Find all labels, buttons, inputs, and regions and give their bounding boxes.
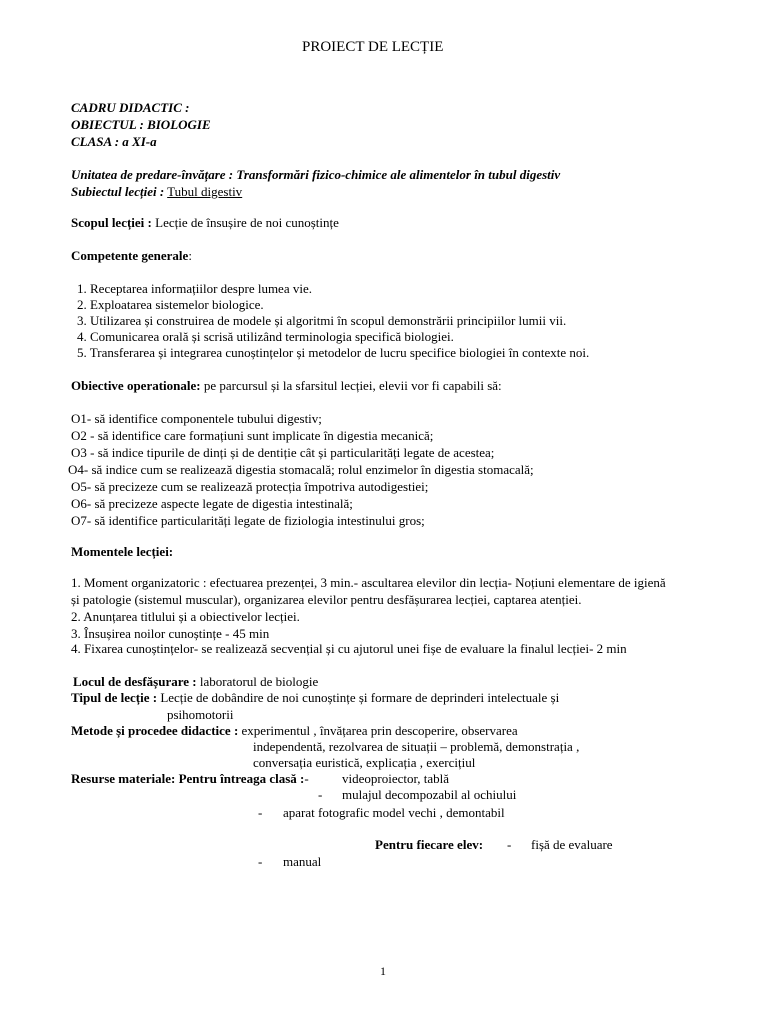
competenta-1: 1. Receptarea informațiilor despre lumea vie. [77,281,312,296]
moment-4: 4. Fixarea cunoștințelor- se realizează secvențial și cu ajutorul unei fișe de evaluare la finalul lecției- 2 min [71,641,627,656]
moment-1-line1: 1. Moment organizatoric : efectuarea prezenței, 3 min.- ascultarea elevilor din lecția- Noțiuni elementare de igienă [71,575,666,590]
competente-heading [71,248,192,264]
resurse-dash-2: - [318,787,323,802]
moment-3: 3. Însușirea noilor cunoștințe - 45 min [71,626,270,641]
scop-value: Lecție de însușire de noi cunoștințe [155,215,339,230]
obiectiv-o7: O7- să identifice particularități legate de fiziologia intestinului gros; [71,513,425,528]
obiectiv-o1: O1- să identifice componentele tubului digestiv; [71,411,322,426]
resurse-item-3: aparat fotografic model vechi , demontabil [283,805,505,820]
momente-heading: Momentele lecției: [71,544,174,559]
competente-label: Competente generale [71,248,189,263]
moment-2: 2. Anunțarea titlului și a obiectivelor lecției. [71,609,300,624]
locul-value: laboratorul de biologie [199,674,319,689]
metode-line3: conversația euristică, explicația , exercițiul [253,755,476,770]
page-number: 1 [380,964,386,978]
elev-dash-1: - [507,837,512,852]
obiective-intro: pe parcursul și la sfarsitul lecției, elevii vor fi capabili să: [203,378,502,393]
obiectiv-o6: O6- să precizeze aspecte legate de digestia intestinală; [71,496,353,511]
scopul-lectiei [71,215,339,231]
obiectiv-o3: O3 - să indice tipurile de dinți și de dentiție cât și particularități legate de acestea; [71,445,495,460]
competenta-4: 4. Comunicarea orală și scrisă utilizând terminologia specifică biologiei. [77,329,454,344]
resurse-label: Resurse materiale: Pentru întreaga clasă : [71,771,305,786]
obiectiv-o5: O5- să precizeze cum se realizează protecția împotriva autodigestiei; [71,479,429,494]
obiectiv-o2: O2 - să identifice care formațiuni sunt implicate în digestia mecanică; [71,428,434,443]
elev-item-1: fișă de evaluare [531,837,613,852]
subiectul-lectiei [71,184,242,200]
locul-desfasurare [73,674,318,690]
metode-label: Metode și procedee didactice : [71,723,239,738]
resurse-materiale [71,771,309,787]
elev-dash-2: - [258,854,263,869]
tipul-lectiei [71,690,559,706]
metode-procedee [71,723,518,739]
metode-line2: independentă, rezolvarea de situații – problemă, demonstrația , [253,739,580,754]
scop-label: Scopul lecției : [71,215,152,230]
resurse-item-2: mulajul decompozabil al ochiului [342,787,517,802]
clasa: CLASA : a XI-a [71,134,157,149]
subiect-value: Tubul digestiv [167,184,243,199]
tipul-line1: Lecție de dobândire de noi cunoștințe și formare de deprinderi intelectuale și [160,690,560,705]
moment-1-line2: și patologie (sistemul muscular), organizarea elevilor pentru desfășurarea lecției, captarea atenției. [71,592,582,607]
resurse-item-1: videoproiector, tablă [342,771,450,786]
tipul-line2: psihomotorii [167,707,234,722]
subiect-label: Subiectul lecției : [71,184,165,199]
obiectiv-o4: O4- să indice cum se realizează digestia stomacală; rolul enzimelor în digestia stomacală; [68,462,534,477]
competenta-3: 3. Utilizarea și construirea de modele și algoritmi în scopul demonstrării principiilor lumii vii. [77,313,567,328]
obiective-heading [71,378,502,394]
pentru-fiecare-elev-label: Pentru fiecare elev: [375,837,484,852]
elev-item-2: manual [283,854,322,869]
unitatea-predare: Unitatea de predare-învățare : Transformări fizico-chimice ale alimentelor în tubul digestiv [71,167,561,182]
metode-line1: experimentul , învățarea prin descoperire, observarea [241,723,518,738]
cadru-didactic: CADRU DIDACTIC : [71,100,190,115]
page-title: PROIECT DE LECȚIE [302,39,444,55]
competenta-2: 2. Exploatarea sistemelor biologice. [77,297,264,312]
competente-colon: : [188,248,192,263]
locul-label: Locul de desfășurare : [73,674,197,689]
resurse-dash: - [304,771,309,786]
competenta-5: 5. Transferarea și integrarea cunoștințelor și metodelor de lucru specifice biologiei în contexte noi. [77,345,590,360]
obiective-label: Obiective operationale: [71,378,201,393]
obiectul: OBIECTUL : BIOLOGIE [71,117,211,132]
resurse-dash-3: - [258,805,263,820]
tipul-label: Tipul de lecție : [71,690,158,705]
